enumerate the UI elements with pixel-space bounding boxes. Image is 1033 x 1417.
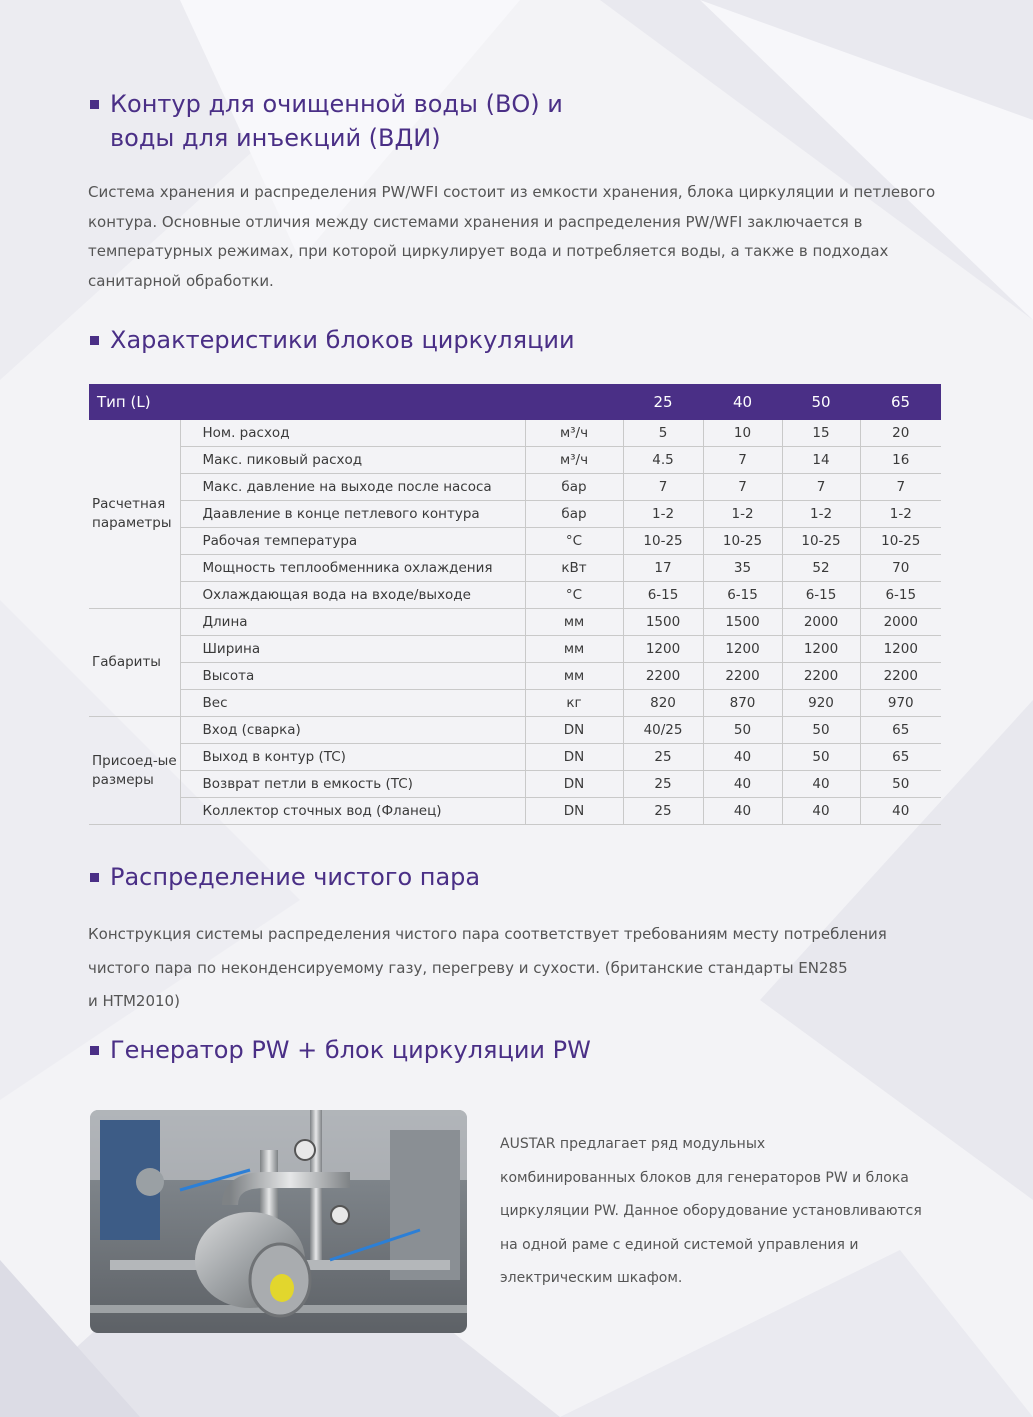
param-cell: Макс. давление на выходе после насоса	[180, 474, 525, 501]
value-cell: 16	[860, 447, 941, 474]
header-type: Тип (L)	[89, 384, 623, 420]
value-cell: 10-25	[860, 528, 941, 555]
value-cell: 1-2	[860, 501, 941, 528]
value-cell: 870	[703, 690, 782, 717]
value-cell: 17	[623, 555, 703, 582]
unit-cell: бар	[525, 501, 623, 528]
section-heading-loop	[90, 88, 563, 154]
unit-cell: м³/ч	[525, 420, 623, 447]
loop-paragraph: Система хранения и распределения PW/WFI состоит из емкости хранения, блока циркуляции и петлевого контура. Основные отличия между системами хранения и распределения PW/WFI заключается в температурных режимах, при которой циркулирует вода и потребляется воды, а также в подходах санитарной обработки.	[88, 183, 936, 290]
unit-cell: °C	[525, 528, 623, 555]
section-heading-generator: Генератор PW + блок циркуляции PW	[90, 1034, 591, 1066]
param-cell: Даавление в конце петлевого контура	[180, 501, 525, 528]
value-cell: 6-15	[860, 582, 941, 609]
value-cell: 50	[860, 771, 941, 798]
value-cell: 6-15	[782, 582, 860, 609]
table-header-row	[89, 384, 941, 420]
param-cell: Охлаждающая вода на входе/выходе	[180, 582, 525, 609]
value-cell: 10-25	[623, 528, 703, 555]
param-cell: Выход в контур (TC)	[180, 744, 525, 771]
unit-cell: мм	[525, 636, 623, 663]
value-cell: 25	[623, 798, 703, 825]
param-cell: Рабочая температура	[180, 528, 525, 555]
unit-cell: кВт	[525, 555, 623, 582]
param-cell: Макс. пиковый расход	[180, 447, 525, 474]
value-cell: 7	[703, 474, 782, 501]
param-cell: Вход (сварка)	[180, 717, 525, 744]
row-group-label: Присоед-ые размеры	[89, 717, 180, 825]
value-cell: 2200	[703, 663, 782, 690]
table-row	[89, 609, 941, 636]
value-cell: 1200	[860, 636, 941, 663]
value-cell: 14	[782, 447, 860, 474]
value-cell: 40	[860, 798, 941, 825]
value-cell: 7	[782, 474, 860, 501]
value-cell: 1-2	[703, 501, 782, 528]
param-cell: Мощность теплообменника охлаждения	[180, 555, 525, 582]
value-cell: 50	[782, 744, 860, 771]
section-heading-steam: Распределение чистого пара	[90, 861, 480, 893]
unit-cell: DN	[525, 771, 623, 798]
heading-bullet-icon	[90, 1046, 99, 1055]
value-cell: 6-15	[703, 582, 782, 609]
row-group-label: Расчетная параметры	[89, 420, 180, 609]
value-cell: 25	[623, 771, 703, 798]
value-cell: 50	[703, 717, 782, 744]
value-cell: 10-25	[782, 528, 860, 555]
value-cell: 6-15	[623, 582, 703, 609]
value-cell: 65	[860, 717, 941, 744]
table-row	[89, 501, 941, 528]
param-cell: Вес	[180, 690, 525, 717]
value-cell: 1200	[703, 636, 782, 663]
table-row	[89, 771, 941, 798]
unit-cell: бар	[525, 474, 623, 501]
value-cell: 7	[703, 447, 782, 474]
unit-cell: мм	[525, 609, 623, 636]
value-cell: 1200	[782, 636, 860, 663]
table-row	[89, 582, 941, 609]
header-col: 65	[860, 384, 941, 420]
generator-description: AUSTAR предлагает ряд модульных комбинированных блоков для генераторов PW и блока циркуляции PW. Данное оборудование установливаются на одной раме с единой системой управления и электрическим шкафом.	[500, 1136, 922, 1286]
table-row	[89, 798, 941, 825]
header-col: 25	[623, 384, 703, 420]
value-cell: 1-2	[623, 501, 703, 528]
equipment-photo	[90, 1110, 467, 1333]
unit-cell: °C	[525, 582, 623, 609]
unit-cell: м³/ч	[525, 447, 623, 474]
value-cell: 10	[703, 420, 782, 447]
value-cell: 52	[782, 555, 860, 582]
value-cell: 40	[703, 771, 782, 798]
value-cell: 40	[703, 744, 782, 771]
heading-line: воды для инъекций (ВДИ)	[110, 124, 441, 152]
value-cell: 10-25	[703, 528, 782, 555]
value-cell: 2000	[860, 609, 941, 636]
value-cell: 1500	[703, 609, 782, 636]
table-row	[89, 474, 941, 501]
value-cell: 5	[623, 420, 703, 447]
section-heading-characteristics: Характеристики блоков циркуляции	[90, 324, 575, 356]
table-row	[89, 447, 941, 474]
heading-bullet-icon	[90, 100, 99, 109]
value-cell: 2000	[782, 609, 860, 636]
value-cell: 1500	[623, 609, 703, 636]
value-cell: 2200	[782, 663, 860, 690]
table-row	[89, 663, 941, 690]
value-cell: 1-2	[782, 501, 860, 528]
value-cell: 50	[782, 717, 860, 744]
steam-paragraph: Конструкция системы распределения чистого пара соответствует требованиям месту потребления чистого пара по неконденсируемому газу, перегреву и сухости. (британские стандарты EN285 и HTM2010)	[88, 925, 887, 1010]
table-row	[89, 636, 941, 663]
value-cell: 15	[782, 420, 860, 447]
value-cell: 40	[703, 798, 782, 825]
value-cell: 2200	[860, 663, 941, 690]
param-cell: Ширина	[180, 636, 525, 663]
value-cell: 20	[860, 420, 941, 447]
value-cell: 2200	[623, 663, 703, 690]
unit-cell: DN	[525, 744, 623, 771]
param-cell: Коллектор сточных вод (Фланец)	[180, 798, 525, 825]
value-cell: 1200	[623, 636, 703, 663]
value-cell: 35	[703, 555, 782, 582]
heading-line: Контур для очищенной воды (ВО) и	[110, 90, 563, 118]
param-cell: Высота	[180, 663, 525, 690]
value-cell: 970	[860, 690, 941, 717]
unit-cell: DN	[525, 717, 623, 744]
unit-cell: DN	[525, 798, 623, 825]
table-row	[89, 717, 941, 744]
value-cell: 820	[623, 690, 703, 717]
unit-cell: мм	[525, 663, 623, 690]
value-cell: 40	[782, 798, 860, 825]
value-cell: 4.5	[623, 447, 703, 474]
table-row	[89, 744, 941, 771]
value-cell: 7	[623, 474, 703, 501]
param-cell: Ном. расход	[180, 420, 525, 447]
table-body	[89, 420, 941, 825]
heading-bullet-icon	[90, 336, 99, 345]
table-row	[89, 420, 941, 447]
value-cell: 40	[782, 771, 860, 798]
header-col: 40	[703, 384, 782, 420]
value-cell: 25	[623, 744, 703, 771]
heading-bullet-icon	[90, 873, 99, 882]
param-cell: Длина	[180, 609, 525, 636]
header-col: 50	[782, 384, 860, 420]
row-group-label: Габариты	[89, 609, 180, 717]
value-cell: 40/25	[623, 717, 703, 744]
value-cell: 70	[860, 555, 941, 582]
value-cell: 920	[782, 690, 860, 717]
table-row	[89, 528, 941, 555]
param-cell: Возврат петли в емкость (TC)	[180, 771, 525, 798]
spec-table	[89, 384, 941, 825]
unit-cell: кг	[525, 690, 623, 717]
value-cell: 7	[860, 474, 941, 501]
table-row	[89, 690, 941, 717]
table-row	[89, 555, 941, 582]
value-cell: 65	[860, 744, 941, 771]
